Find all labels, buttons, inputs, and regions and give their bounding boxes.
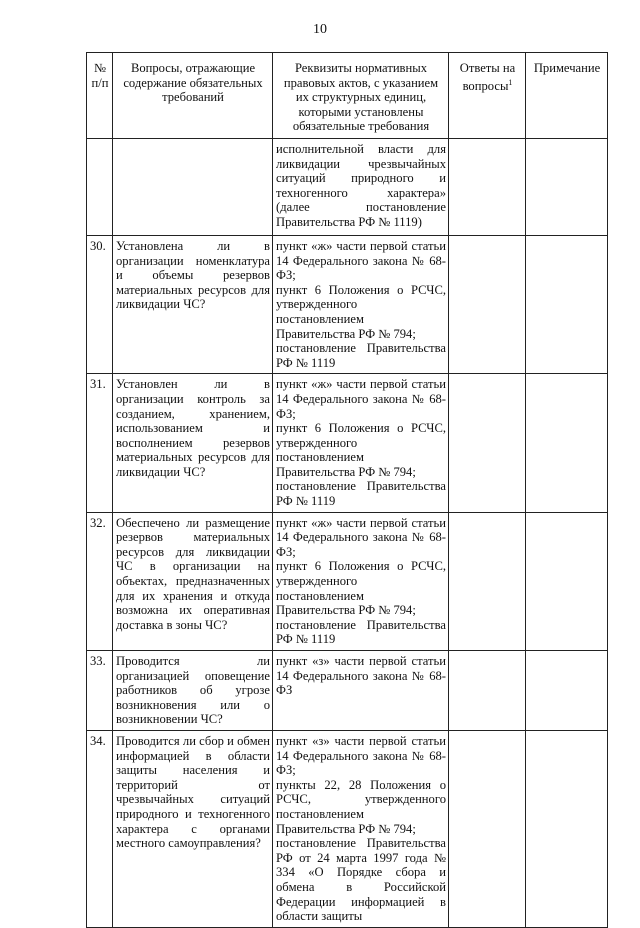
footnote-marker: 1 [508,77,513,87]
row-answer-cell [449,651,526,731]
requisite-item: пункт 6 Положения о РСЧС, утвержденного постановлением Правительства РФ № 794; [276,559,446,618]
row-note-cell [526,730,608,927]
row-number: 34. [87,730,113,927]
table-header-row [87,53,608,139]
requisite-item: пункт «ж» части первой статьи 14 Федерального закона № 68-ФЗ; [276,238,446,283]
row-number: 32. [87,512,113,650]
row-answer-cell [449,512,526,650]
requisite-item: пункты 22, 28 Положения о РСЧС, утвержденного постановлением Правительства РФ № 794; [276,777,446,836]
row-question: Проводится ли сбор и обмен информацией в области защиты населения и территорий от чрезвычайных ситуаций природного и техногенного характера с органами местного самоуправления? [113,730,273,927]
row-requisites [273,512,449,650]
header-requisites: Реквизиты нормативных правовых актов, с указанием их структурных единиц, которыми установлены обязательные требования [273,53,449,139]
row-number: 30. [87,235,113,373]
row-requisites [273,235,449,373]
row-number: 33. [87,651,113,731]
row-question: Обеспечено ли размещение резервов материальных ресурсов для ликвидации ЧС в организации на объектах, предназначенных для их хранения и откуда возможна их оперативная доставка в зоны ЧС? [113,512,273,650]
row-answer-cell [449,730,526,927]
row-number: 31. [87,374,113,512]
row-question: Установлена ли в организации номенклатура и объемы резервов материальных ресурсов для ликвидации ЧС? [113,235,273,373]
row-requisites [273,374,449,512]
continuation-requisites-cell: исполнительной власти для ликвидации чрезвычайных ситуаций природного и техногенного характера» (далее постановление Правительства РФ № 1119) [273,138,449,235]
requirements-checklist-table [86,52,608,928]
row-note-cell [526,374,608,512]
requisite-item: пункт «ж» части первой статьи 14 Федерального закона № 68-ФЗ; [276,377,446,421]
row-note-cell [526,651,608,731]
header-number: № п/п [87,53,113,139]
row-requisites [273,730,449,927]
row-note-cell [526,235,608,373]
table-row [87,374,608,512]
requisite-item: пункт «з» части первой статьи 14 Федерального закона № 68-ФЗ; [276,733,446,778]
requisite-item: пункт «з» части первой статьи 14 Федерального закона № 68-ФЗ [276,654,446,698]
row-requisites [273,651,449,731]
header-question: Вопросы, отражающие содержание обязательных требований [113,53,273,139]
table-row [87,512,608,650]
requisite-item: постановление Правительства РФ № 1119 [276,617,446,647]
continuation-answer-cell [449,138,526,235]
requisite-item: пункт 6 Положения о РСЧС, утвержденного постановлением Правительства РФ № 794; [276,421,446,479]
continuation-question-cell [113,138,273,235]
row-question: Проводится ли организацией оповещение работников об угрозе возникновения или о возникновении ЧС? [113,651,273,731]
requisite-item: постановление Правительства РФ от 24 марта 1997 года № 334 «О Порядке сбора и обмена в Российской Федерации информацией в области защиты [276,836,446,924]
table-row [87,730,608,927]
row-answer-cell [449,235,526,373]
header-answers-label: Ответы на вопросы [459,61,516,93]
row-note-cell [526,512,608,650]
row-answer-cell [449,374,526,512]
requisite-item: постановление Правительства РФ № 1119 [276,341,446,370]
header-answers [449,53,526,139]
header-note: Примечание [526,53,608,139]
continuation-num-cell [87,138,113,235]
requisite-item: постановление Правительства РФ № 1119 [276,479,446,509]
page-number: 10 [313,22,327,37]
row-question: Установлен ли в организации контроль за созданием, хранением, использованием и восполнением резервов материальных ресурсов для ликвидации ЧС? [113,374,273,512]
requisite-item: пункт «ж» части первой статьи 14 Федерального закона № 68-ФЗ; [276,515,446,559]
continuation-note-cell [526,138,608,235]
table-row-continuation [87,138,608,235]
requisite-item: пункт 6 Положения о РСЧС, утвержденного постановлением Правительства РФ № 794; [276,282,446,341]
table-row [87,235,608,373]
table-row [87,651,608,731]
